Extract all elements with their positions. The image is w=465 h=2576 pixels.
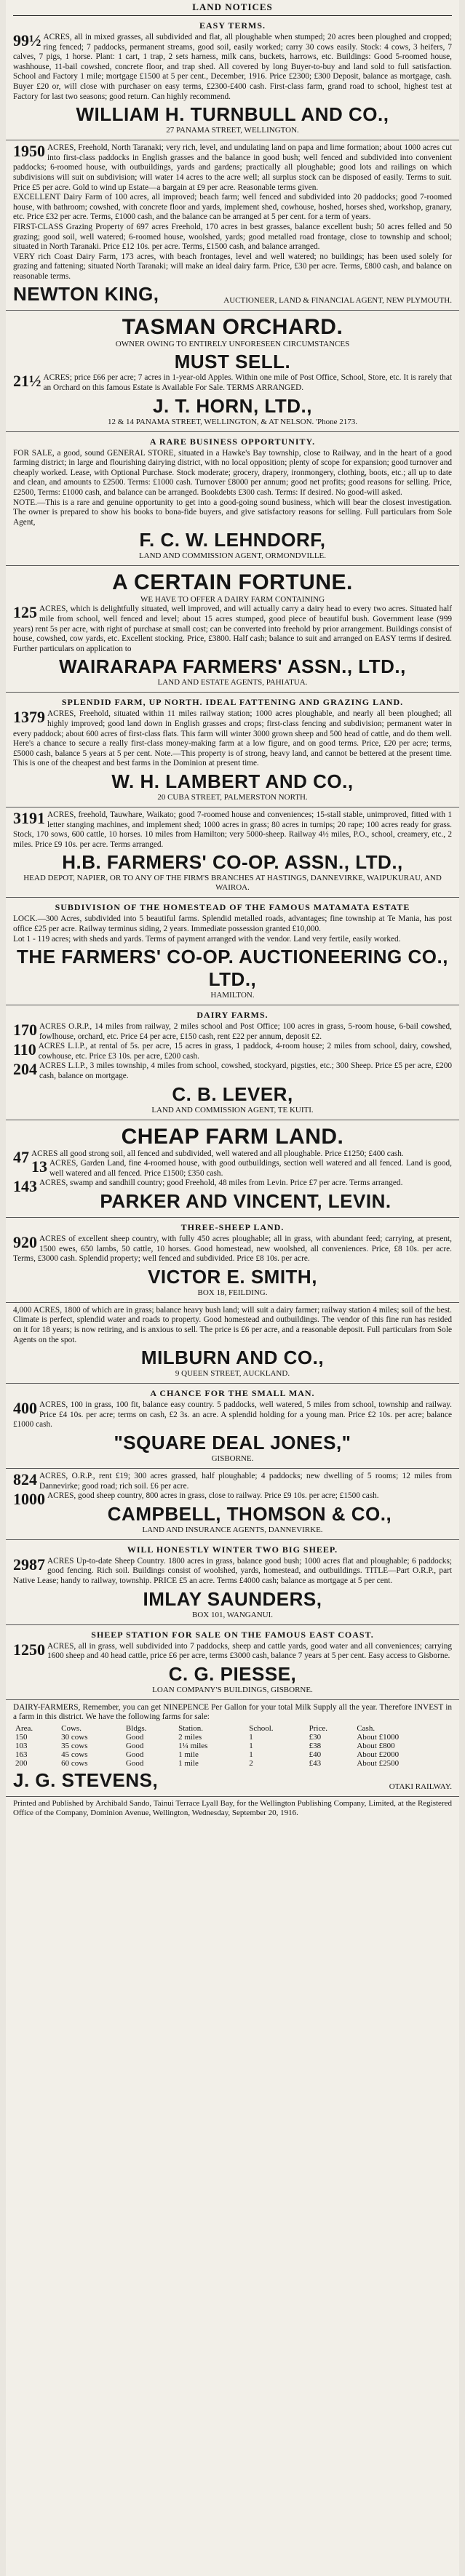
table-cell: 103 [15, 1741, 28, 1750]
ad-paragraph [13, 1022, 452, 1042]
ad-body-text: FIRST-CLASS Grazing Property of 697 acres Freehold, 170 acres in best grasses, balance excellent bush; 50 acres felled and 50 grazing; good soil, well watered; 6-roomed house, woolshed, yards; good metalled road frontage, close to township and school; situated in North Taranaki. Price £12 10s. per acre. Terms, £1500 cash, and balance arranged. [13, 222, 452, 252]
advertiser-address: GISBORNE. [211, 1454, 254, 1463]
table-cell: Good [125, 1732, 144, 1742]
acreage-figure: 1250 [13, 1640, 45, 1659]
ad-body-text: ACRES; price £66 per acre; 7 acres in 1-year-old Apples. Within one mile of Post Office, School, Store, etc. It is rarely that an Orchard on this famous Estate is Available For Sale. TERMS ARRANGED. [43, 373, 452, 393]
table-cell: 1 mile [178, 1750, 199, 1759]
acreage-figure: 13 [31, 1157, 47, 1176]
ad-body-text: DAIRY-FARMERS, Remember, you can get NINEPENCE Per Gallon for your total Milk Supply all the year. Therefore INVEST in a farm in this district. We have the following farms for sale: [13, 1702, 452, 1722]
advertiser-name: WAIRARAPA FARMERS' ASSN., LTD., [59, 655, 406, 678]
acreage-figure: 99½ [13, 31, 41, 49]
ad-body-text: NOTE.—This is a rare and genuine opportunity to get into a good-going sound business, which will bear the closest investigation. The owner is prepared to show his books to bona-fide buyers, and give satisfactory reasons for selling. Full particulars from Sole Agent, [13, 498, 452, 527]
advertisement [6, 693, 459, 808]
table-cell: Good [125, 1750, 144, 1759]
advertisement [6, 1303, 459, 1384]
ad-title-secondary: MUST SELL. [174, 351, 291, 373]
advertiser-address: HEAD DEPOT, NAPIER, OR TO ANY OF THE FIRM'S BRANCHES AT HASTINGS, DANNEVIRKE, WAIPUKURAU, AND WAIROA. [23, 874, 442, 893]
advertiser-address: LAND AND ESTATE AGENTS, PAHIATUA. [157, 678, 308, 687]
table-cell: £38 [309, 1741, 322, 1750]
ads-column [6, 16, 459, 1797]
ad-body-text: ACRES, Freehold, situated within 11 miles railway station; 1000 acres ploughable, and nearly all been ploughed; all highly improved; good land down in English grasses and crops; first-class fencing and subdivision; permanent water in every paddock; about 600 acres of first-class flats. This farm will winter 3000 grown sheep and 500 head of cattle, and do them well. Here's a chance to secure a really first-class money-making farm at a low figure, and on good terms. Price, £20 per acre; terms, £5000 cash, balance 5 years at 5 per cent. Note.—This property is of strong, heavy land, and cannot be bettered at the present time. This is one of the cheapest and best farms in the Dominion at present time. [13, 709, 452, 768]
advertiser-description: OTAKI RAILWAY. [389, 1782, 452, 1791]
ad-body-text: VERY rich Coast Dairy Farm, 173 acres, with beach frontages, level and well watered; no buildings; has been used solely for grazing and fattening; situated North Taranaki; will make an ideal dairy farm. Price, £30 per acre. Terms, £800 cash, and balance on reasonable terms. [13, 252, 452, 281]
advertisement [6, 1218, 459, 1303]
ad-paragraph [13, 935, 452, 945]
table-cell: 1¼ miles [178, 1741, 208, 1750]
ad-paragraph [13, 1061, 452, 1081]
table-header-row [13, 1724, 452, 1733]
advertiser-name: THE FARMERS' CO-OP. AUCTIONEERING CO., LTD., [17, 946, 448, 991]
advertisement [6, 1625, 459, 1700]
ad-section-heading: SHEEP STATION FOR SALE ON THE FAMOUS EAST COAST. [91, 1629, 374, 1640]
ad-title: A CERTAIN FORTUNE. [112, 570, 353, 595]
table-cell: 60 cows [61, 1758, 88, 1768]
advertisement [6, 16, 459, 140]
ad-body-text: ACRES, 100 in grass, 100 fit, balance easy country. 5 paddocks, well watered, 5 miles from school, township and railway. Price £4 10s. per acre; terms on cash, £2 3s. an acre. A splendid holding for a young man. Price £2 10s. per acre; balance £1000 cash. [13, 1400, 452, 1429]
ad-paragraph [13, 193, 452, 223]
advertiser-name: F. C. W. LEHNDORF, [139, 529, 326, 551]
newspaper-page [6, 0, 459, 2576]
ad-paragraph [13, 373, 452, 393]
ad-paragraph [13, 498, 452, 528]
advertiser-description: AUCTIONEER, LAND & FINANCIAL AGENT, NEW PLYMOUTH. [223, 296, 452, 306]
ad-section-heading: A CHANCE FOR THE SMALL MAN. [150, 1388, 315, 1399]
advertisement [6, 898, 459, 1005]
ad-body-text: ACRES, Garden Land, fine 4-roomed house, with good outbuildings, section well watered and all fenced. Land is good, well watered and all fenced. Price £1500; £350 cash. [49, 1159, 452, 1178]
acreage-figure: 125 [13, 603, 37, 622]
table-cell: 45 cows [61, 1750, 88, 1759]
table-cell: About £2500 [357, 1758, 400, 1768]
advertiser-name: NEWTON KING, [13, 283, 159, 306]
advertisement [6, 432, 459, 567]
ad-body-text: ACRES, all in mixed grasses, all subdivided and flat, all ploughable when stumped; 20 acres been ploughed and cropped; ring fenced; 7 paddocks, permanent streams, good soil, easily worked; carry 30 cows easily. Stock: 4 cows, 3 heifers, 7 calves, 7 pigs, 1 horse. Plant: 1 cart, 1 trap, 2 sets harness, milk cans, buckets, harrows, etc. Buildings: Good 5-roomed house, washhouse, 11-bail cowshed, concrete floor, and trap shed. All covered by long Buyer-to-buy and land sold to full satisfaction. School and Factory 1 mile; mortgage £1500 at 5 per cent., December, 1916. Price £2300; £300 Deposit, balance as mortgage, cash. Buyer £20 or, will close with purchaser on easy terms, £2300-£400 cash. First-class farm, grand road to school, highest test at Factory for last two seasons; good return. Can highly recommend. [13, 33, 452, 101]
ad-section-heading: A RARE BUSINESS OPPORTUNITY. [149, 436, 316, 447]
acreage-figure: 3191 [13, 808, 45, 827]
table-cell: About £800 [357, 1741, 395, 1750]
table-cell: 1 [249, 1741, 253, 1750]
table-cell: About £1000 [357, 1732, 400, 1742]
ad-body-text: ACRES all good strong soil, all fenced and subdivided, well watered and all ploughable. Price £1250; £400 cash. [31, 1149, 404, 1158]
table-cell: 200 [15, 1758, 28, 1768]
ad-paragraph [13, 1235, 452, 1264]
ad-body-text: ACRES, all in grass, well subdivided into 7 paddocks, sheep and cattle yards, good water and all conveniences; carrying 1600 sheep and 40 head cattle, price £6 per acre, terms £3000 cash, balance 7 years at 5 per cent. Easy access to Gisborne. [47, 1641, 452, 1661]
page-header: LAND NOTICES [192, 1, 273, 12]
ad-paragraph [13, 810, 452, 850]
farms-table [13, 1724, 452, 1768]
advertisement [6, 140, 459, 311]
table-cell: £30 [309, 1732, 322, 1742]
ad-section-heading: SPLENDID FARM, UP NORTH. IDEAL FATTENING AND GRAZING LAND. [61, 697, 404, 708]
ad-body-text: ACRES of excellent sheep country, with fully 450 acres ploughable; all in grass, with abundant feed; carrying, at present, 1500 ewes, 650 lambs, 50 cattle, 10 horses. Good homestead, new woolshed, all conveniences. Price, £8 10s. per acre. Terms, £3000 cash. Splendid property; well fenced and subdivided. Price £8 10s. per acre. [13, 1235, 452, 1264]
ad-body-text: ACRES, swamp and sandhill country; good Freehold, 48 miles from Levin. Price £7 per acre. Terms arranged. [39, 1179, 403, 1188]
ad-paragraph [13, 1159, 452, 1179]
ad-body-text: EXCELLENT Dairy Farm of 100 acres, all improved; beach farm; well fenced and subdivided into 20 paddocks; good 7-roomed house, with bathroom; cowshed, with concrete floor and yards, implement shed, cowhouse, hoshed, horses shed, workshop, granary, etc. Price £32 per acre. Terms, £1000 cash, and the balance can be arranged at 5 per cent. for a term of years. [13, 193, 452, 222]
acreage-figure: 2987 [13, 1555, 45, 1574]
ad-paragraph [13, 1642, 452, 1662]
acreage-figure: 920 [13, 1233, 37, 1252]
acreage-figure: 1000 [13, 1490, 45, 1509]
ad-subtitle: OWNER OWING TO ENTIRELY UNFORESEEN CIRCUMSTANCES [115, 340, 350, 349]
acreage-figure: 21½ [13, 372, 41, 391]
table-cell: Good [125, 1758, 144, 1768]
ad-paragraph [13, 1177, 452, 1196]
table-cell: 1 mile [178, 1758, 199, 1768]
advertiser-name: J. G. STEVENS, [13, 1768, 159, 1791]
advertiser-name: J. T. HORN, LTD., [153, 394, 312, 417]
ad-paragraph [13, 914, 452, 934]
advertiser-address: LAND AND INSURANCE AGENTS, DANNEVIRKE. [142, 1525, 323, 1534]
table-cell: £43 [309, 1758, 322, 1768]
table-cell: 2 [249, 1758, 253, 1768]
ad-body-text: Lot 1 - 119 acres; with sheds and yards. Terms of payment arranged with the vendor. Land very fertile, easily worked. [13, 934, 401, 944]
ad-section-heading: DAIRY FARMS. [196, 1010, 269, 1021]
table-row [13, 1733, 452, 1742]
imprint-footer: Printed and Published by Archibald Sando, Tainui Terrace Lyall Bay, for the Wellington Publishing Company, Limited, at the Registered Office of the Company, Dominion Avenue, Wellington, Wednesday, September 20, 1916. [13, 1798, 452, 1817]
acreage-figure: 110 [13, 1040, 36, 1059]
acreage-figure: 824 [13, 1470, 37, 1488]
acreage-figure: 1379 [13, 708, 45, 727]
advertiser-name: IMLAY SAUNDERS, [143, 1587, 322, 1610]
advertiser-name: MILBURN AND CO., [140, 1347, 325, 1369]
ad-paragraph [13, 1042, 452, 1061]
ad-body-text: ACRES, Freehold, North Taranaki; very rich, level, and undulating land on papa and lime formation; about 1000 acres cut into first-class paddocks in English grasses and the balance in good bush; well fenced and subdivided into convenient paddocks; 6-roomed house, with outbuildings, yards and gardens; practically all ploughable; good lots and railings on which subdivisions will suit on subdivision; will water 14 acres to the acre well; all surplus stock can be disposed of easily. Terms to suit. Price £5 per acre. Gold to wind up Estate—a bargain at £9 per acre. Reasonable terms given. [13, 143, 452, 192]
ad-paragraph [13, 252, 452, 282]
ad-body-text: ACRES Up-to-date Sheep Country. 1800 acres in grass, balance good bush; 1000 acres flat and ploughable; 6 paddocks; good fencing. Rich soil. Buildings consist of woolshed, yards, homestead, and outbuildings. TITLE—Part O.R.P., part Native Lease; handy to railway, township. PRICE £5 an acre. Terms £4000 cash; balance as mortgage at 5 per cent. [13, 1556, 452, 1585]
table-header-cell: Station. [178, 1723, 204, 1733]
ad-body-text: ACRES L.I.P., 3 miles township, 4 miles from school, cowshed, stockyard, pigsties, etc.; 300 Sheep. Price £5 per acre, £200 cash, balance on mortgage. [39, 1061, 452, 1081]
advertisement [6, 1384, 459, 1469]
table-cell: 1 [249, 1750, 253, 1759]
acreage-figure: 47 [13, 1147, 29, 1166]
ad-body-text: ACRES O.R.P., 14 miles from railway, 2 miles school and Post Office; 100 acres in grass, 5-room house, 6-bail cowshed, fowlhouse, orchard, etc. Price £4 per acre, £150 cash, rent £22 per annum, deposit £2. [39, 1022, 452, 1041]
ad-section-heading: WILL HONESTLY WINTER TWO BIG SHEEP. [127, 1544, 338, 1555]
advertiser-address: HAMILTON. [210, 991, 255, 1000]
table-header-cell: Area. [15, 1723, 33, 1733]
advertiser-name: C. G. PIESSE, [168, 1662, 297, 1685]
advertiser-name: C. B. LEVER, [172, 1082, 293, 1105]
ad-title: TASMAN ORCHARD. [122, 315, 343, 340]
acreage-figure: 143 [13, 1177, 37, 1196]
acreage-figure: 204 [13, 1060, 37, 1079]
ad-section-heading: SUBDIVISION OF THE HOMESTEAD OF THE FAMOUS MATAMATA ESTATE [55, 902, 410, 913]
advertiser-name: H.B. FARMERS' CO-OP. ASSN., LTD., [62, 851, 403, 874]
table-cell: 2 miles [178, 1732, 202, 1742]
advertiser-address: 12 & 14 PANAMA STREET, WELLINGTON, & AT NELSON. 'Phone 2173. [108, 417, 357, 426]
table-header-cell: Bldgs. [125, 1723, 147, 1733]
ad-paragraph [13, 1472, 452, 1491]
ad-paragraph [13, 1490, 452, 1509]
table-header-cell: Cows. [61, 1723, 82, 1733]
advertisement [6, 1540, 459, 1625]
acreage-figure: 170 [13, 1021, 37, 1040]
advertiser-name: PARKER AND VINCENT, LEVIN. [100, 1190, 392, 1213]
table-header-cell: School. [249, 1723, 274, 1733]
advertisement [6, 1120, 459, 1218]
acreage-figure: 1950 [13, 142, 45, 161]
table-row [13, 1742, 452, 1750]
advertiser-address: 9 QUEEN STREET, AUCKLAND. [175, 1369, 290, 1379]
advertiser-address: 20 CUBA STREET, PALMERSTON NORTH. [157, 792, 308, 802]
table-row [13, 1750, 452, 1759]
advertiser-address: BOX 18, FEILDING. [197, 1288, 268, 1297]
table-header-cell: Cash. [357, 1723, 375, 1733]
table-cell: 30 cows [61, 1732, 88, 1742]
advertiser-row [13, 282, 452, 306]
advertiser-name: CAMPBELL, THOMSON & CO., [107, 1502, 392, 1525]
ad-paragraph [13, 223, 452, 252]
ad-title: CHEAP FARM LAND. [121, 1124, 344, 1149]
ad-paragraph [13, 1147, 452, 1166]
advertiser-address: LOAN COMPANY'S BUILDINGS, GISBORNE. [152, 1685, 313, 1694]
ad-section-heading: EASY TERMS. [199, 20, 266, 31]
ad-paragraph [13, 605, 452, 654]
ad-body-text: ACRES, freehold, Tauwhare, Waikato; good 7-roomed house and conveniences; 15-stall stable, unimproved, fitted with 1 letter stanging machines, and implement shed; 1000 acres in grass; 80 acres in turnips; 20 rape; 100 acres ready for grass. Stock, 170 sows, 600 cattle, 10 horses. 10 miles from Hamilton; very 5000-sheep. Railway 4½ miles, P.O., school, creamery, etc., 2 miles. Price £9 10s. per acre. Terms arranged. [13, 810, 452, 849]
advertisement [6, 566, 459, 693]
ad-section-heading: THREE-SHEEP LAND. [180, 1222, 285, 1233]
ad-paragraph [13, 1703, 452, 1723]
table-header-cell: Price. [309, 1723, 327, 1733]
advertisement [6, 808, 459, 898]
table-cell: 150 [15, 1732, 28, 1742]
ad-paragraph [13, 709, 452, 769]
ad-body-text: ACRES L.I.P., at rental of 5s. per acre, 15 acres in grass, 1 paddock, 4-room house; 2 miles from school, dairy, cowshed, cowhouse, etc. Price £3 10s. per acre, £200 cash. [38, 1042, 452, 1061]
advertiser-name: WILLIAM H. TURNBULL AND CO., [76, 103, 389, 126]
ad-body-text: ACRES, O.R.P., rent £19; 300 acres grassed, half ploughable; 4 paddocks; new dwelling of 5 rooms; 12 miles from Dannevirke; good road; rich soil. £6 per acre. [39, 1471, 452, 1491]
table-cell: 1 [249, 1732, 253, 1742]
table-cell: About £2000 [357, 1750, 400, 1759]
advertisement [6, 1005, 459, 1120]
ad-paragraph [13, 1400, 452, 1430]
advertiser-row [13, 1768, 452, 1792]
table-cell: 35 cows [61, 1741, 88, 1750]
ad-body-text: ACRES, good sheep country, 800 acres in grass, close to railway. Price £9 10s. per acre; £1500 cash. [47, 1491, 379, 1501]
table-cell: 163 [15, 1750, 28, 1759]
advertisement [6, 1469, 459, 1540]
ad-paragraph [13, 1306, 452, 1345]
ad-paragraph [13, 1557, 452, 1587]
advertiser-name: W. H. LAMBERT AND CO., [111, 770, 354, 792]
advertisement [6, 1700, 459, 1797]
advertiser-address: LAND AND COMMISSION AGENT, ORMONDVILLE. [138, 551, 327, 561]
advertisement [6, 311, 459, 431]
acreage-figure: 400 [13, 1399, 37, 1418]
ad-body-text: ACRES, which is delightfully situated, well improved, and will actually carry a dairy head to every two acres. Situated half mile from school, well fenced and level; about 15 acres stumped, good piece of beautiful bush. Government lease (999 years) rent 5s per acre, with right of purchase at small cost; can be converted into freehold by prior arrangement. Buildings consist of house, cowshed, cow yards, etc. Excellent stocking. Price, £3800. Half cash; balance to suit and arranged on EASY terms if desired. Further particulars on application to [13, 605, 452, 653]
advertiser-name: "SQUARE DEAL JONES," [114, 1431, 351, 1454]
ad-paragraph [13, 33, 452, 102]
ad-subtitle: WE HAVE TO OFFER A DAIRY FARM CONTAINING [140, 595, 325, 605]
ad-paragraph [13, 449, 452, 498]
ad-body-text: 4,000 ACRES, 1800 of which are in grass; balance heavy bush land; will suit a dairy farmer; railway station 4 miles; soil of the best. Climate is perfect, splendid water and roads to property. Good homestead and outbuildings. The vendor of this fine run has resided on it for 18 years; is now retiring, and is anxious to sell. The price is £6 per acre, and a reasonable deposit. Full particulars from Sole Agents on the spot. [13, 1305, 452, 1344]
advertiser-address: 27 PANAMA STREET, WELLINGTON. [166, 126, 299, 135]
table-row [13, 1759, 452, 1768]
advertiser-address: LAND AND COMMISSION AGENT, TE KUITI. [151, 1105, 314, 1114]
ad-body-text: LOCK.—300 Acres, subdivided into 5 beautiful farms. Splendid metalled roads, advantages; fine township at Te Mania, has post office £25 per acre. Railway terminus siding, 2 years. Immediate possession granted £10,000. [13, 914, 452, 933]
table-cell: Good [125, 1741, 144, 1750]
table-cell: £40 [309, 1750, 322, 1759]
advertiser-name: VICTOR E. SMITH, [148, 1265, 317, 1288]
advertiser-address: BOX 101, WANGANUI. [191, 1610, 273, 1619]
ad-body-text: FOR SALE, a good, sound GENERAL STORE, situated in a Hawke's Bay township, close to Railway, and in the heart of a good farming district; in large and flourishing dairying district, with no local opposition; plenty of scope for expansion; good turnover and cheaply worked. Lease, with Optional Purchase. Stock moderate; grocery, drapery, ironmongery, clothing, boots, etc.; all up to date and clean, and amounts to £2500. Terms: £1000 cash. Turnover £8000 per annum; good net profits; good reasons for selling. Price, £2500, Terms: £1000 cash, and balance can be arranged. Bookdebts £300 cash. Terms: If desired. No good-will asked. [13, 448, 452, 498]
ad-paragraph [13, 143, 452, 193]
